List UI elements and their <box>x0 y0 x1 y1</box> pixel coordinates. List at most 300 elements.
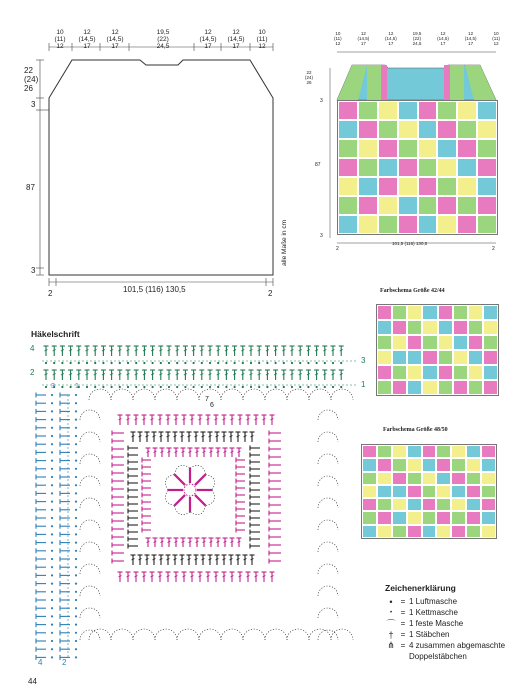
chain-arc <box>331 629 353 640</box>
stitch-symbol <box>138 555 143 565</box>
stitch-symbol <box>158 572 163 582</box>
stitch-symbol <box>224 370 229 380</box>
chain-dot <box>266 362 268 364</box>
small-bottom-left: 2 <box>336 246 339 252</box>
stitch-symbol <box>126 572 131 582</box>
color-square <box>398 101 418 120</box>
color-square <box>377 350 392 365</box>
color-square <box>437 177 457 196</box>
color-square <box>437 139 457 158</box>
stitch-symbol <box>60 516 70 521</box>
chain-dot <box>94 362 96 364</box>
stitch-symbol <box>52 346 57 356</box>
stitch-symbol <box>339 370 344 380</box>
stitch-symbol <box>270 415 275 425</box>
chain-dot <box>94 386 96 388</box>
color-square <box>407 445 422 458</box>
colored-grid <box>337 100 498 235</box>
chain-dot <box>75 550 77 552</box>
stitch-symbol <box>112 511 124 516</box>
chain-dot <box>184 362 186 364</box>
stitch-symbol <box>262 415 267 425</box>
double-crochet-icon: † <box>388 629 394 640</box>
color-square <box>338 101 358 120</box>
stitch-symbol <box>93 346 98 356</box>
stitch-symbol <box>60 491 70 496</box>
chain-arc <box>318 608 338 618</box>
pattern-diagram <box>0 0 300 300</box>
stitch-symbol <box>236 514 245 519</box>
colored-diagram <box>300 30 510 255</box>
stitch-symbol <box>60 589 70 594</box>
color-square <box>451 485 466 498</box>
small-left-b: 87 <box>315 162 321 168</box>
chain-dot <box>75 542 77 544</box>
chain-dot <box>316 386 318 388</box>
chain-dot <box>61 362 63 364</box>
stitch-symbol <box>128 481 138 486</box>
color-square <box>466 485 481 498</box>
stitch-symbol <box>222 415 227 425</box>
stitch-symbol <box>237 538 242 547</box>
stitch-symbol <box>112 495 124 500</box>
magic-ring <box>184 484 196 496</box>
chain-arc <box>199 389 221 400</box>
color-square <box>377 380 392 395</box>
chain-dot <box>45 386 47 388</box>
color-square <box>392 485 407 498</box>
stitch-symbol <box>101 370 106 380</box>
stitch-symbol <box>250 544 260 549</box>
stitch-symbol <box>152 432 157 442</box>
row-label-4: 4 <box>30 344 35 353</box>
stitch-symbol <box>269 543 281 548</box>
stitch-symbol <box>68 370 73 380</box>
stitch-symbol <box>128 460 138 465</box>
stitch-symbol <box>128 523 138 528</box>
stitch-symbol <box>187 555 192 565</box>
stitch-symbol <box>128 544 138 549</box>
chain-dot <box>51 419 53 421</box>
stitch-symbol <box>112 559 124 564</box>
color-square <box>457 120 477 139</box>
color-square <box>453 365 468 380</box>
stitch-symbol <box>236 486 245 491</box>
color-square <box>407 472 422 485</box>
chain-dot <box>75 509 77 511</box>
color-square <box>358 120 378 139</box>
stitch-symbol <box>269 431 281 436</box>
stitch-symbol <box>166 415 171 425</box>
chain-dot <box>324 386 326 388</box>
dim-left-a: 3 <box>31 100 36 109</box>
stitch-symbol <box>175 346 180 356</box>
stitch-symbol <box>269 487 281 492</box>
chain-dot <box>143 362 145 364</box>
color-square <box>468 335 483 350</box>
chain-dot <box>75 427 77 429</box>
chain-arc <box>221 389 243 400</box>
chain-arc <box>80 454 100 464</box>
chain-dot <box>332 386 334 388</box>
color-square <box>392 380 407 395</box>
stitch-symbol <box>270 572 275 582</box>
chain-dot <box>51 599 53 601</box>
stitch-symbol <box>60 409 70 414</box>
color-square <box>436 511 451 524</box>
color-square <box>377 445 392 458</box>
dim-top-2: 12 (14,5) 17 <box>78 29 96 50</box>
stitch-symbol <box>201 555 206 565</box>
stitch-symbol <box>208 432 213 442</box>
stitch-symbol <box>36 630 46 635</box>
stitch-symbol <box>60 557 70 562</box>
stitch-symbol <box>183 370 188 380</box>
color-square <box>407 485 422 498</box>
color-square <box>477 158 497 177</box>
color-square <box>483 320 498 335</box>
stitch-symbol <box>236 465 245 470</box>
stitch-symbol <box>142 346 147 356</box>
chain-arc <box>318 520 338 530</box>
color-square <box>338 177 358 196</box>
color-square <box>436 485 451 498</box>
legend-title: Zeichenerklärung <box>385 583 456 593</box>
stitch-symbol <box>187 432 192 442</box>
stitch-symbol <box>112 431 124 436</box>
chain-dot <box>51 394 53 396</box>
color-square <box>436 458 451 471</box>
dim-top-5: 12 (14,5) 17 <box>199 29 217 50</box>
stitch-symbol <box>128 516 138 521</box>
legend-item: Doppelstäbchen <box>409 652 467 661</box>
stitch-symbol <box>112 471 124 476</box>
stitch-symbol <box>146 448 151 457</box>
chain-dot <box>86 362 88 364</box>
color-square <box>418 215 438 234</box>
chain-dot <box>225 362 227 364</box>
color-square <box>392 335 407 350</box>
chain-dot <box>266 386 268 388</box>
color-square <box>422 511 437 524</box>
stitch-symbol <box>214 572 219 582</box>
color-square <box>418 196 438 215</box>
chain-dot <box>51 656 53 658</box>
stitch-symbol <box>128 467 138 472</box>
chain-arc <box>155 629 177 640</box>
stitch-symbol <box>273 370 278 380</box>
stitch-symbol <box>222 572 227 582</box>
chain-dot <box>160 386 162 388</box>
chain-dot <box>250 386 252 388</box>
stitch-symbol <box>142 479 151 484</box>
chain-dot <box>51 492 53 494</box>
chain-arc <box>80 630 100 640</box>
chain-dot <box>127 386 129 388</box>
color-square <box>457 101 477 120</box>
stitch-symbol <box>36 450 46 455</box>
chain-dot <box>75 558 77 560</box>
stitch-symbol <box>36 491 46 496</box>
chain-arc <box>80 498 100 508</box>
stitch-symbol <box>216 448 221 457</box>
chain-arc <box>243 629 265 640</box>
stitch-symbol <box>112 447 124 452</box>
color-square <box>438 350 453 365</box>
chain-dot <box>51 558 53 560</box>
single-crochet-icon: ⌒ <box>386 619 396 629</box>
stitch-symbol <box>216 346 221 356</box>
chain-dot <box>209 362 211 364</box>
color-square <box>483 365 498 380</box>
chain-arc <box>265 389 287 400</box>
chain-arc <box>111 629 133 640</box>
stitch-symbol <box>290 346 295 356</box>
chain-dot <box>316 362 318 364</box>
color-square <box>453 380 468 395</box>
chain-dot <box>78 362 80 364</box>
stitch-symbol <box>159 555 164 565</box>
stitch-symbol <box>117 370 122 380</box>
stitch-symbol <box>269 455 281 460</box>
stitch-symbol <box>60 393 70 398</box>
stitch-symbol <box>249 370 254 380</box>
chain-dot <box>176 386 178 388</box>
color-square <box>398 177 418 196</box>
stitch-symbol <box>166 432 171 442</box>
stitch-symbol <box>222 555 227 565</box>
stitch-symbol <box>214 415 219 425</box>
color-square <box>377 335 392 350</box>
chain-dot <box>283 386 285 388</box>
color-square <box>377 305 392 320</box>
crochet-symbols <box>28 340 373 670</box>
stitch-symbol <box>36 401 46 406</box>
chain-arc <box>309 389 331 400</box>
chain-dot <box>51 435 53 437</box>
stitch-symbol <box>180 555 185 565</box>
color-square <box>477 177 497 196</box>
stitch-symbol <box>128 495 138 500</box>
stitch-symbol <box>167 538 172 547</box>
chain-dot <box>75 632 77 634</box>
stitch-symbol <box>250 502 260 507</box>
stitch-symbol <box>112 455 124 460</box>
stitch-symbol <box>60 475 70 480</box>
stitch-symbol <box>112 463 124 468</box>
cluster-petal <box>195 495 206 506</box>
chain-arc <box>80 542 100 552</box>
stitch-symbol <box>306 346 311 356</box>
stitch-symbol <box>109 346 114 356</box>
stitch-symbol <box>167 346 172 356</box>
chain-arc <box>155 389 177 400</box>
stitch-symbol <box>195 538 200 547</box>
stitch-symbol <box>128 488 138 493</box>
legend-item: • = 1 Luftmasche <box>385 596 515 607</box>
stitch-symbol <box>269 511 281 516</box>
color-square <box>398 158 418 177</box>
stitch-symbol <box>142 486 151 491</box>
chain-arc <box>89 629 111 640</box>
color-square <box>436 498 451 511</box>
color-square <box>398 215 418 234</box>
stitch-symbol <box>281 346 286 356</box>
stitch-symbol <box>109 370 114 380</box>
stitch-symbol <box>36 589 46 594</box>
stitch-symbol <box>208 555 213 565</box>
stitch-symbol <box>36 442 46 447</box>
stitch-symbol <box>44 346 49 356</box>
stitch-symbol <box>198 415 203 425</box>
chain-arc <box>177 629 199 640</box>
chain-dot <box>51 402 53 404</box>
stitch-symbol <box>60 425 70 430</box>
color-square <box>358 196 378 215</box>
stitch-symbol <box>236 472 245 477</box>
stitch-symbol <box>60 606 70 611</box>
stitch-symbol <box>208 370 213 380</box>
stitch-symbol <box>60 346 65 356</box>
stitch-symbol <box>128 509 138 514</box>
chain-dot <box>201 362 203 364</box>
stitch-symbol <box>265 346 270 356</box>
stitch-symbol <box>142 472 151 477</box>
chain-dot <box>135 386 137 388</box>
color-square <box>453 350 468 365</box>
color-square <box>358 139 378 158</box>
chain-dot <box>75 566 77 568</box>
stitch-symbol <box>269 559 281 564</box>
stitch-symbol <box>202 448 207 457</box>
stitch-symbol <box>188 538 193 547</box>
center-label-6: 6 <box>210 402 214 409</box>
stitch-symbol <box>112 503 124 508</box>
stitch-symbol <box>250 488 260 493</box>
stitch-symbol <box>322 346 327 356</box>
chain-arc <box>287 629 309 640</box>
chain-dot <box>75 492 77 494</box>
stitch-symbol <box>181 538 186 547</box>
stitch-symbol <box>198 572 203 582</box>
stitch-symbol <box>215 555 220 565</box>
stitch-symbol <box>159 432 164 442</box>
chain-dot <box>51 517 53 519</box>
stitch-symbol <box>128 474 138 479</box>
stitch-symbol <box>331 346 336 356</box>
center-label-7: 7 <box>205 396 209 403</box>
stitch-symbol <box>142 514 151 519</box>
stitch-symbol <box>158 415 163 425</box>
stitch-symbol <box>232 346 237 356</box>
chain-dot <box>51 460 53 462</box>
chain-dot <box>51 533 53 535</box>
chain-dot <box>168 386 170 388</box>
stitch-symbol <box>52 370 57 380</box>
cluster-petal <box>195 474 206 485</box>
chain-arc <box>165 490 174 506</box>
color-square <box>392 472 407 485</box>
chain-dot <box>61 386 63 388</box>
chain-dot <box>283 362 285 364</box>
color-square <box>377 365 392 380</box>
stitch-symbol <box>183 346 188 356</box>
stitch-symbol <box>199 370 204 380</box>
stitch-symbol <box>153 538 158 547</box>
chain-dot <box>70 362 72 364</box>
stitch-symbol <box>250 495 260 500</box>
color-square <box>457 196 477 215</box>
stitch-symbol <box>36 466 46 471</box>
stitch-symbol <box>76 370 81 380</box>
color-square <box>483 335 498 350</box>
stitch-symbol <box>250 481 260 486</box>
chain-dot <box>75 443 77 445</box>
chain-dot <box>291 362 293 364</box>
stitch-symbol <box>182 415 187 425</box>
stitch-symbol <box>339 346 344 356</box>
stitch-symbol <box>36 458 46 463</box>
chain-arc <box>133 629 155 640</box>
stitch-symbol <box>230 448 235 457</box>
chain-dot <box>51 542 53 544</box>
stitch-symbol <box>269 439 281 444</box>
stitch-symbol <box>36 417 46 422</box>
color-square <box>338 196 358 215</box>
color-square <box>483 305 498 320</box>
color-square <box>378 196 398 215</box>
chain-arc <box>190 506 206 515</box>
chain-dot <box>51 443 53 445</box>
stitch-symbol <box>290 370 295 380</box>
stitch-symbol <box>188 448 193 457</box>
chain-dot <box>51 615 53 617</box>
stitch-symbol <box>36 409 46 414</box>
stitch-symbol <box>224 346 229 356</box>
stitch-symbol <box>215 432 220 442</box>
page-number: 44 <box>28 677 37 686</box>
stitch-symbol <box>36 393 46 398</box>
stitch-symbol <box>236 500 245 505</box>
dim-bottom-left: 2 <box>48 289 53 298</box>
color-square <box>422 305 437 320</box>
chain-dot <box>193 362 195 364</box>
stitch-symbol <box>236 432 241 442</box>
color-square <box>438 335 453 350</box>
chain-arc <box>165 474 174 490</box>
stitch-symbol <box>112 479 124 484</box>
color-square <box>422 350 437 365</box>
chain-arc <box>243 389 265 400</box>
stitch-symbol <box>128 446 138 451</box>
stitch-symbol <box>36 532 46 537</box>
stitch-symbol <box>60 622 70 627</box>
color-square <box>451 458 466 471</box>
chain-dot <box>75 656 77 658</box>
color-square <box>358 158 378 177</box>
color-square <box>422 365 437 380</box>
stitch-symbol <box>150 346 155 356</box>
chain-dot <box>209 386 211 388</box>
chain-dot <box>75 410 77 412</box>
stitch-symbol <box>128 530 138 535</box>
stitch-symbol <box>237 448 242 457</box>
color-square <box>378 158 398 177</box>
chain-dot <box>75 451 77 453</box>
color-square <box>481 525 496 538</box>
color-square <box>437 158 457 177</box>
color-square <box>453 335 468 350</box>
